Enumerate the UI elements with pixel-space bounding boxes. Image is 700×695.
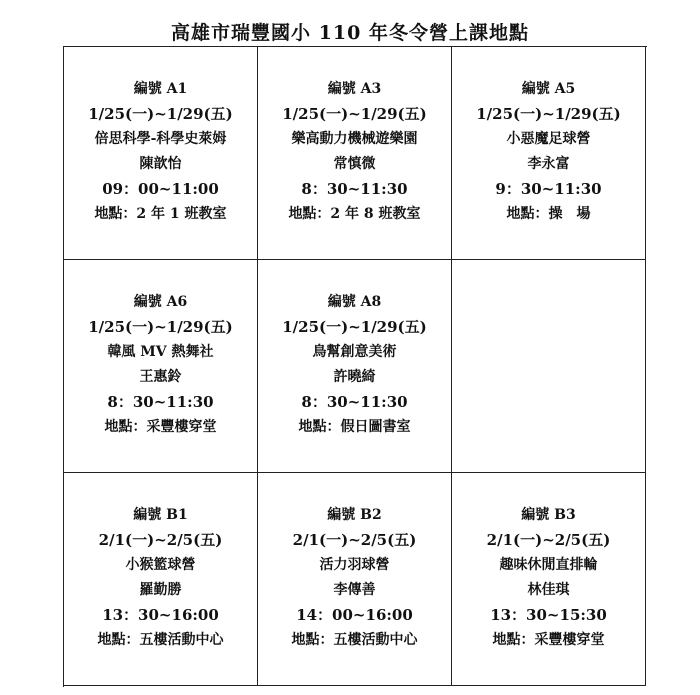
course-name: 小猴籃球營: [125, 557, 196, 573]
schedule-cell-a6: [64, 260, 258, 473]
class-dates: 1/25(一)~1/29(五): [282, 318, 427, 336]
class-time: 8：30~11:30: [301, 180, 408, 198]
class-time: 8：30~11:30: [301, 393, 408, 411]
class-code: 編號 B3: [521, 507, 576, 523]
class-time: 8：30~11:30: [107, 393, 214, 411]
course-name: 趣味休閒直排輪: [499, 557, 598, 573]
class-dates: 1/25(一)~1/29(五): [88, 318, 233, 336]
schedule-table: [63, 46, 647, 687]
class-time: 09：00~11:00: [102, 180, 219, 198]
class-location: 地點：假日圖書室: [298, 419, 411, 435]
class-code: 編號 A1: [133, 81, 188, 97]
schedule-cell-empty: [452, 260, 646, 473]
class-dates: 1/25(一)~1/29(五): [476, 105, 621, 123]
course-name: 倍思科學-科學史萊姆: [94, 131, 227, 147]
schedule-cell-a3: [258, 47, 452, 260]
class-code: 編號 A3: [327, 81, 382, 97]
class-location: 地點：五樓活動中心: [291, 632, 418, 648]
course-name: 小惡魔足球營: [506, 131, 591, 147]
class-dates: 1/25(一)~1/29(五): [88, 105, 233, 123]
schedule-cell-a8: [258, 260, 452, 473]
teacher-name: 常慎微: [333, 156, 376, 172]
class-location: 地點：采豐樓穿堂: [104, 419, 217, 435]
class-time: 13：30~16:00: [102, 606, 219, 624]
class-code: 編號 A6: [133, 294, 188, 310]
class-dates: 2/1(一)~2/5(五): [98, 531, 223, 549]
class-time: 13：30~15:30: [490, 606, 607, 624]
teacher-name: 羅勤勝: [139, 582, 182, 598]
course-name: 活力羽球營: [319, 557, 390, 573]
class-dates: 2/1(一)~2/5(五): [292, 531, 417, 549]
schedule-cell-b2: [258, 473, 452, 686]
class-location: 地點：五樓活動中心: [97, 632, 224, 648]
class-code: 編號 B2: [327, 507, 382, 523]
teacher-name: 王惠鈴: [139, 369, 182, 385]
class-dates: 1/25(一)~1/29(五): [282, 105, 427, 123]
course-name: 韓風 MV 熱舞社: [107, 344, 214, 360]
class-location: 地點：2 年 1 班教室: [94, 206, 227, 222]
schedule-cell-b3: [452, 473, 646, 686]
schedule-cell-a1: [64, 47, 258, 260]
class-time: 14：00~16:00: [296, 606, 413, 624]
teacher-name: 李傳善: [333, 582, 376, 598]
course-name: 鳥幫創意美術: [312, 344, 397, 360]
page-title: 高雄市瑞豐國小 110 年冬令營上課地點: [171, 22, 529, 44]
class-location: 地點：2 年 8 班教室: [288, 206, 421, 222]
course-name: 樂高動力機械遊樂園: [291, 131, 418, 147]
class-code: 編號 B1: [133, 507, 188, 523]
schedule-cell-a5: [452, 47, 646, 260]
teacher-name: 林佳琪: [527, 582, 570, 598]
teacher-name: 李永富: [527, 156, 570, 172]
class-time: 9：30~11:30: [495, 180, 602, 198]
class-code: 編號 A5: [521, 81, 576, 97]
class-dates: 2/1(一)~2/5(五): [486, 531, 611, 549]
schedule-cell-b1: [64, 473, 258, 686]
class-code: 編號 A8: [327, 294, 382, 310]
teacher-name: 陳歆怡: [139, 156, 182, 172]
teacher-name: 許曉綺: [333, 369, 376, 385]
class-location: 地點：操 場: [506, 206, 591, 222]
class-location: 地點：采豐樓穿堂: [492, 632, 605, 648]
